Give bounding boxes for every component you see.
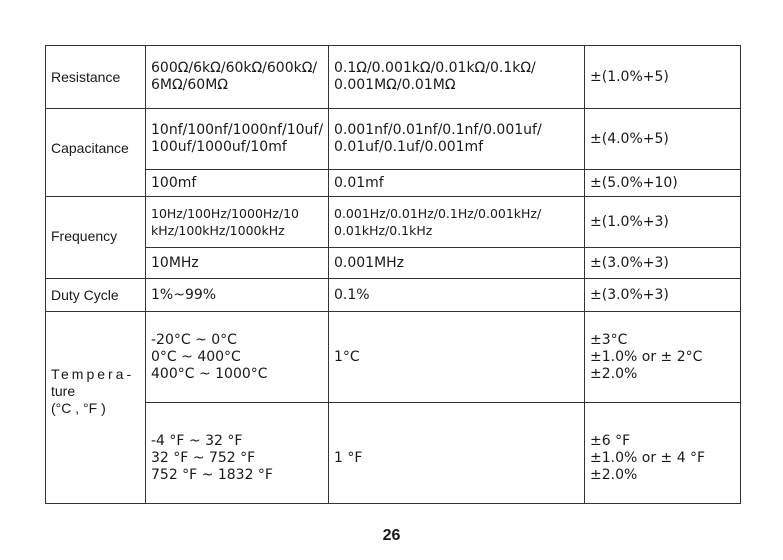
resolution-duty-cycle: 0.1% <box>329 279 585 312</box>
table-row-duty-cycle <box>46 279 741 312</box>
range-capacitance-1: 10nf/100nf/1000nf/10uf/ 100uf/1000uf/10mf <box>146 109 329 170</box>
param-duty-cycle: Duty Cycle <box>46 279 146 312</box>
param-temperature-line1: Tempera- <box>51 366 135 382</box>
resolution-capacitance-2: 0.01mf <box>329 170 585 197</box>
param-temperature-line3: (°C , °F ) <box>51 400 106 416</box>
table-row-frequency-1 <box>46 197 741 248</box>
resolution-resistance: 0.1Ω/0.001kΩ/0.01kΩ/0.1kΩ/ 0.001MΩ/0.01MΩ <box>329 46 585 109</box>
resolution-frequency-1: 0.001Hz/0.01Hz/0.1Hz/0.001kHz/ 0.01kHz/0.1kHz <box>329 197 585 248</box>
param-temperature-line2: ture <box>51 383 76 399</box>
resolution-temperature-celsius: 1°C <box>329 312 585 403</box>
table-row-resistance <box>46 46 741 109</box>
range-temperature-celsius: -20°C ~ 0°C 0°C ~ 400°C 400°C ~ 1000°C <box>146 312 329 403</box>
accuracy-capacitance-1: ±(4.0%+5) <box>585 109 741 170</box>
accuracy-frequency-2: ±(3.0%+3) <box>585 248 741 279</box>
resolution-frequency-2: 0.001MHz <box>329 248 585 279</box>
table-row-frequency-2 <box>46 248 741 279</box>
param-frequency: Frequency <box>46 197 146 279</box>
range-temperature-fahrenheit: -4 °F ~ 32 °F 32 °F ~ 752 °F 752 °F ~ 1832 °F <box>146 403 329 504</box>
accuracy-temperature-fahrenheit: ±6 °F ±1.0% or ± 4 °F ±2.0% <box>585 403 741 504</box>
range-resistance: 600Ω/6kΩ/60kΩ/600kΩ/ 6MΩ/60MΩ <box>146 46 329 109</box>
accuracy-temperature-celsius: ±3°C ±1.0% or ± 2°C ±2.0% <box>585 312 741 403</box>
table-row-capacitance-2 <box>46 170 741 197</box>
range-duty-cycle: 1%~99% <box>146 279 329 312</box>
table-row-temperature-fahrenheit <box>46 403 741 504</box>
resolution-capacitance-1: 0.001nf/0.01nf/0.1nf/0.001uf/ 0.01uf/0.1uf/0.001mf <box>329 109 585 170</box>
accuracy-resistance: ±(1.0%+5) <box>585 46 741 109</box>
range-frequency-2: 10MHz <box>146 248 329 279</box>
range-capacitance-2: 100mf <box>146 170 329 197</box>
resolution-temperature-fahrenheit: 1 °F <box>329 403 585 504</box>
param-resistance: Resistance <box>46 46 146 109</box>
param-temperature <box>46 312 146 504</box>
accuracy-duty-cycle: ±(3.0%+3) <box>585 279 741 312</box>
spec-table <box>45 45 741 504</box>
accuracy-capacitance-2: ±(5.0%+10) <box>585 170 741 197</box>
table-row-temperature-celsius <box>46 312 741 403</box>
accuracy-frequency-1: ±(1.0%+3) <box>585 197 741 248</box>
param-capacitance: Capacitance <box>46 109 146 197</box>
page-number: 26 <box>382 527 401 544</box>
table-row-capacitance-1 <box>46 109 741 170</box>
range-frequency-1: 10Hz/100Hz/1000Hz/10 kHz/100kHz/1000kHz <box>146 197 329 248</box>
